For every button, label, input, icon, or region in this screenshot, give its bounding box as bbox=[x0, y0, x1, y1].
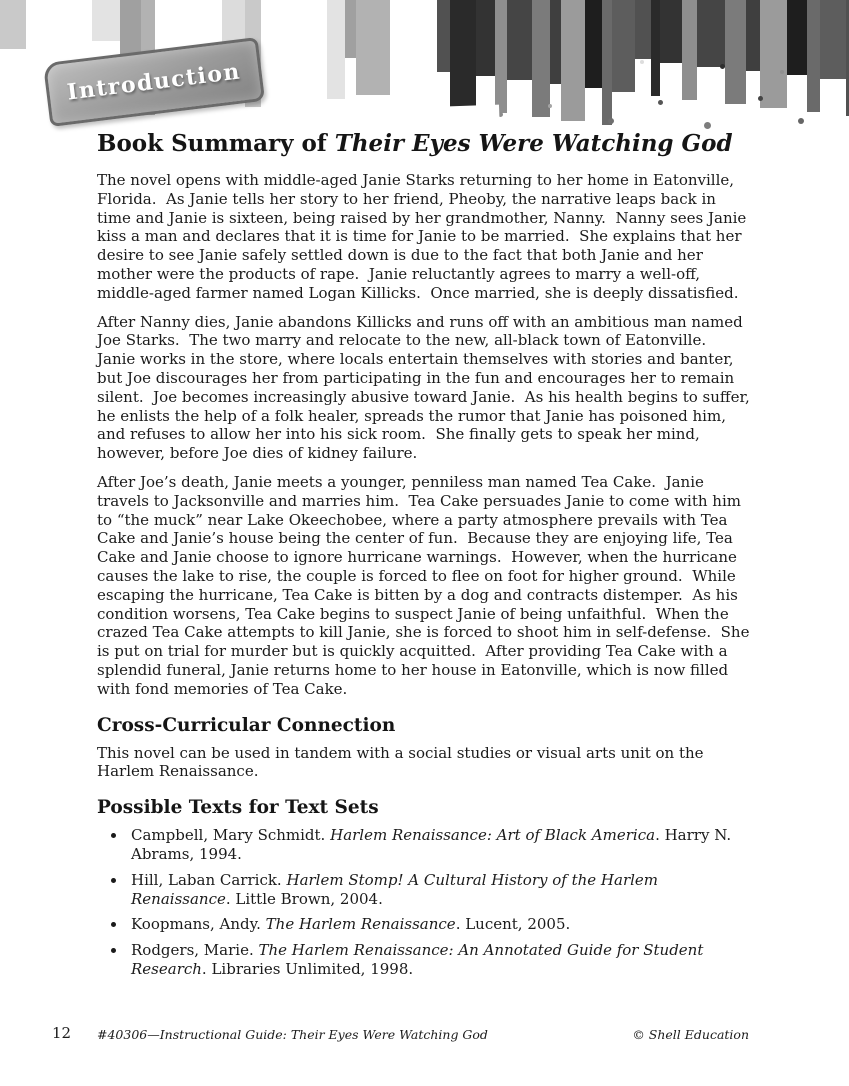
citation-title: The Harlem Renaissance: An Annotated Guide for Student Research bbox=[131, 941, 709, 978]
citation-author: Rodgers, Marie. bbox=[131, 941, 259, 960]
book-title-italic: Their Eyes Were Watching God bbox=[334, 130, 733, 157]
page-footer bbox=[0, 1024, 849, 1050]
summary-paragraph-3: After Joe’s death, Janie meets a younger, penniless man named Tea Cake. Janie travels to Jacksonville and marries him. Tea Cake persuades Janie to come with him to “the muck” near Lake Okeechobee, where a party atmosphere prevails with Tea Cake and Janie’s house being the center of fun. Because they are enjoying life, Tea Cake and Janie choose to ignore hurricane warnings. However, when the hurricane causes the lake to rise, the couple is forced to flee on foot for higher ground. While escaping the hurricane, Tea Cake is bitten by a dog and contracts distemper. As his condition worsens, Tea Cake begins to suspect Janie of being unfaithful. When the crazed Tea Cake attempts to kill Janie, she is forced to shoot him in self-defense. She is put on trial for murder but is quickly acquitted. After providing Tea Cake with a splendid funeral, Janie returns home to her house in Eatonville, which is now filled with fond memories of Tea Cake. bbox=[97, 472, 755, 698]
page-title bbox=[97, 130, 753, 158]
page-content bbox=[97, 130, 753, 986]
citation-publisher: . Libraries Unlimited, 1998. bbox=[201, 959, 414, 978]
text-set-list bbox=[127, 826, 753, 979]
citation-author: Campbell, Mary Schmidt. bbox=[131, 826, 331, 845]
text-set-item bbox=[127, 871, 753, 909]
cross-curricular-heading: Cross-Curricular Connection bbox=[97, 714, 396, 736]
citation-publisher: . Little Brown, 2004. bbox=[225, 889, 383, 908]
cross-curricular-body: This novel can be used in tandem with a social studies or visual arts unit on the Harlem Renaissance. bbox=[97, 743, 709, 781]
footer-publisher: © Shell Education bbox=[632, 1027, 749, 1042]
footer-book-reference: #40306—Instructional Guide: Their Eyes Were Watching God bbox=[97, 1027, 488, 1042]
possible-texts-heading: Possible Texts for Text Sets bbox=[97, 797, 379, 819]
text-set-item bbox=[127, 941, 753, 979]
summary-paragraph-2: After Nanny dies, Janie abandons Killicks and runs off with an ambitious man named Joe Starks. The two marry and relocate to the new, all-black town of Eatonville. Janie works in the store, where locals entertain themselves with stories and banter, but Joe discourages her from participating in the fun and encourages her to remain silent. Joe becomes increasingly abusive toward Janie. As his health begins to suffer, he enlists the help of a folk healer, spreads the rumor that Janie has poisoned him, and refuses to allow her into his sick room. She finally gets to speak her mind, however, before Joe dies of kidney failure. bbox=[97, 312, 755, 463]
page-title-prefix: Book Summary of bbox=[97, 130, 335, 157]
citation-author: Koopmans, Andy. bbox=[131, 915, 266, 934]
citation-title: The Harlem Renaissance bbox=[265, 915, 456, 934]
tab-label: Introduction bbox=[65, 58, 243, 106]
summary-paragraph-1: The novel opens with middle-aged Janie Starks returning to her home in Eatonville, Florida. As Janie tells her story to her friend, Pheoby, the narrative leaps back in time and Janie is sixteen, being raised by her grandmother, Nanny. Nanny sees Janie kiss a man and declares that it is time for Janie to be married. She explains that her desire to see Janie safely settled down is due to the fact that both Janie and her mother were the products of rape. Janie reluctantly agrees to marry a well-off, middle-aged farmer named Logan Killicks. Once married, she is deeply dissatisfied. bbox=[97, 171, 752, 302]
page-number: 12 bbox=[52, 1024, 72, 1042]
text-set-item bbox=[127, 915, 753, 934]
citation-publisher: . Lucent, 2005. bbox=[455, 915, 571, 934]
text-set-item bbox=[127, 826, 753, 864]
citation-title: Harlem Stomp! A Cultural History of the Harlem Renaissance bbox=[131, 870, 663, 908]
citation-publisher: . Harry N. Abrams, 1994. bbox=[131, 826, 736, 863]
citation-title: Harlem Renaissance: Art of Black America bbox=[330, 826, 656, 845]
citation-author: Hill, Laban Carrick. bbox=[131, 870, 287, 889]
